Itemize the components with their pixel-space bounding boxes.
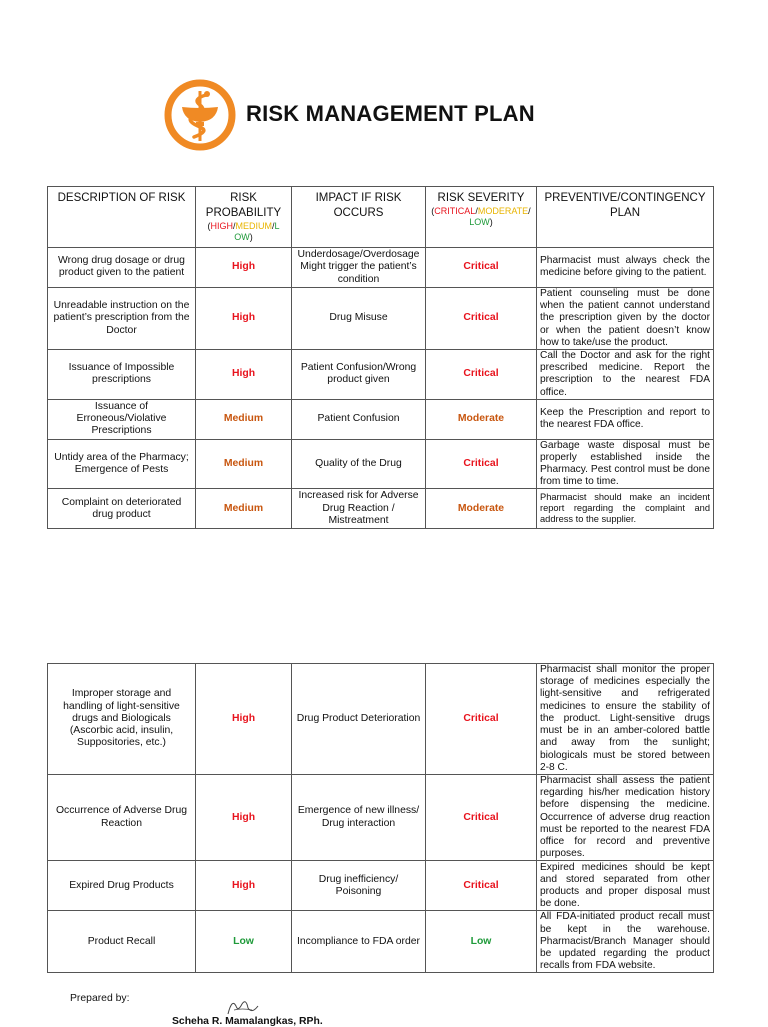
risk-probability: Low bbox=[196, 911, 292, 973]
risk-impact: Increased risk for Adverse Drug Reaction / Mistreatment bbox=[292, 489, 426, 529]
risk-plan: Call the Doctor and ask for the right prescribed medicine. Report the prescription to the nearest FDA office. bbox=[537, 349, 714, 399]
header-probability bbox=[196, 187, 292, 248]
table-row bbox=[48, 489, 714, 529]
table-row bbox=[48, 287, 714, 349]
header-impact: IMPACT IF RISK OCCURS bbox=[292, 187, 426, 248]
risk-probability: High bbox=[196, 349, 292, 399]
risk-impact: Drug inefficiency/ Poisoning bbox=[292, 861, 426, 911]
risk-severity: Moderate bbox=[426, 489, 537, 529]
risk-impact: Incompliance to FDA order bbox=[292, 911, 426, 973]
severity-legend: (CRITICAL/MODERATE/ LOW) bbox=[431, 206, 531, 227]
header-probability-label: RISK PROBABILITY bbox=[205, 192, 282, 219]
table-row bbox=[48, 861, 714, 911]
table-row bbox=[48, 439, 714, 489]
risk-description: Complaint on deteriorated drug product bbox=[48, 489, 196, 529]
table-row bbox=[48, 349, 714, 399]
risk-table-1 bbox=[47, 186, 714, 529]
risk-description: Wrong drug dosage or drug product given to the patient bbox=[48, 248, 196, 288]
risk-description: Product Recall bbox=[48, 911, 196, 973]
risk-severity: Critical bbox=[426, 439, 537, 489]
risk-plan: Pharmacist shall assess the patient regarding his/her medication history before dispensing the medicine. Occurrence of adverse drug reaction must be reported to the nearest FDA office for record and preventive purposes. bbox=[537, 775, 714, 861]
table-row bbox=[48, 664, 714, 775]
header-severity bbox=[426, 187, 537, 248]
risk-probability: High bbox=[196, 248, 292, 288]
risk-severity: Critical bbox=[426, 775, 537, 861]
risk-probability: Medium bbox=[196, 489, 292, 529]
risk-table-2 bbox=[47, 663, 714, 973]
header-severity-label: RISK SEVERITY bbox=[437, 192, 525, 204]
risk-plan: Pharmacist shall monitor the proper storage of medicines especially the light-sensitive and refrigerated medicines to ensure the stability of the product. Light-sensitive drugs must be in an amber-colored battle and away from the sunlight; biologicals must be stored between 2-8 C. bbox=[537, 664, 714, 775]
risk-probability: Medium bbox=[196, 439, 292, 489]
risk-plan: Keep the Prescription and report to the nearest FDA office. bbox=[537, 399, 714, 439]
risk-severity: Critical bbox=[426, 349, 537, 399]
risk-plan: Pharmacist must always check the medicine before giving to the patient. bbox=[537, 248, 714, 288]
risk-description: Untidy area of the Pharmacy; Emergence of Pests bbox=[48, 439, 196, 489]
risk-severity: Critical bbox=[426, 664, 537, 775]
document-title: RISK MANAGEMENT PLAN bbox=[246, 101, 535, 126]
risk-probability: High bbox=[196, 775, 292, 861]
risk-impact: Patient Confusion bbox=[292, 399, 426, 439]
header-description: DESCRIPTION OF RISK bbox=[48, 187, 196, 248]
prepared-by-label: Prepared by: bbox=[70, 993, 130, 1004]
risk-severity: Critical bbox=[426, 861, 537, 911]
risk-plan: Patient counseling must be done when the patient cannot understand the prescription given by the doctor or when the patient doesn’t know how to take/use the product. bbox=[537, 287, 714, 349]
risk-severity: Low bbox=[426, 911, 537, 973]
risk-probability: Medium bbox=[196, 399, 292, 439]
risk-impact: Drug Misuse bbox=[292, 287, 426, 349]
risk-probability: High bbox=[196, 664, 292, 775]
risk-plan: All FDA-initiated product recall must be kept in the warehouse. Pharmacist/Branch Manager should be updated regarding the product recalls from FDA website. bbox=[537, 911, 714, 973]
risk-description: Unreadable instruction on the patient’s prescription from the Doctor bbox=[48, 287, 196, 349]
pharmacy-logo-icon bbox=[162, 77, 238, 153]
preparer-name: Scheha R. Mamalangkas, RPh. bbox=[172, 1016, 323, 1027]
risk-impact: Patient Confusion/Wrong product given bbox=[292, 349, 426, 399]
risk-severity: Critical bbox=[426, 248, 537, 288]
table-row bbox=[48, 911, 714, 973]
risk-severity: Critical bbox=[426, 287, 537, 349]
risk-impact: Underdosage/Overdosage Might trigger the patient’s condition bbox=[292, 248, 426, 288]
risk-impact: Quality of the Drug bbox=[292, 439, 426, 489]
risk-description: Occurrence of Adverse Drug Reaction bbox=[48, 775, 196, 861]
risk-description: Improper storage and handling of light-sensitive drugs and Biologicals (Ascorbic acid, insulin, Suppositories, etc.) bbox=[48, 664, 196, 775]
header-plan: PREVENTIVE/CONTINGENCY PLAN bbox=[537, 187, 714, 248]
risk-impact: Emergence of new illness/ Drug interaction bbox=[292, 775, 426, 861]
probability-legend: (HIGH/MEDIUM/L OW) bbox=[207, 221, 280, 242]
risk-probability: High bbox=[196, 287, 292, 349]
risk-impact: Drug Product Deterioration bbox=[292, 664, 426, 775]
table-row bbox=[48, 775, 714, 861]
table-row bbox=[48, 248, 714, 288]
risk-probability: High bbox=[196, 861, 292, 911]
risk-description: Issuance of Erroneous/Violative Prescriptions bbox=[48, 399, 196, 439]
signature-icon bbox=[222, 996, 262, 1018]
risk-description: Expired Drug Products bbox=[48, 861, 196, 911]
risk-plan: Garbage waste disposal must be properly established inside the Pharmacy. Pest control must be done from time to time. bbox=[537, 439, 714, 489]
table-row bbox=[48, 399, 714, 439]
risk-plan: Pharmacist should make an incident report regarding the complaint and address to the supplier. bbox=[537, 489, 714, 529]
table-header-row bbox=[48, 187, 714, 248]
risk-plan: Expired medicines should be kept and stored separated from other products and proper disposal must be done. bbox=[537, 861, 714, 911]
risk-severity: Moderate bbox=[426, 399, 537, 439]
risk-description: Issuance of Impossible prescriptions bbox=[48, 349, 196, 399]
